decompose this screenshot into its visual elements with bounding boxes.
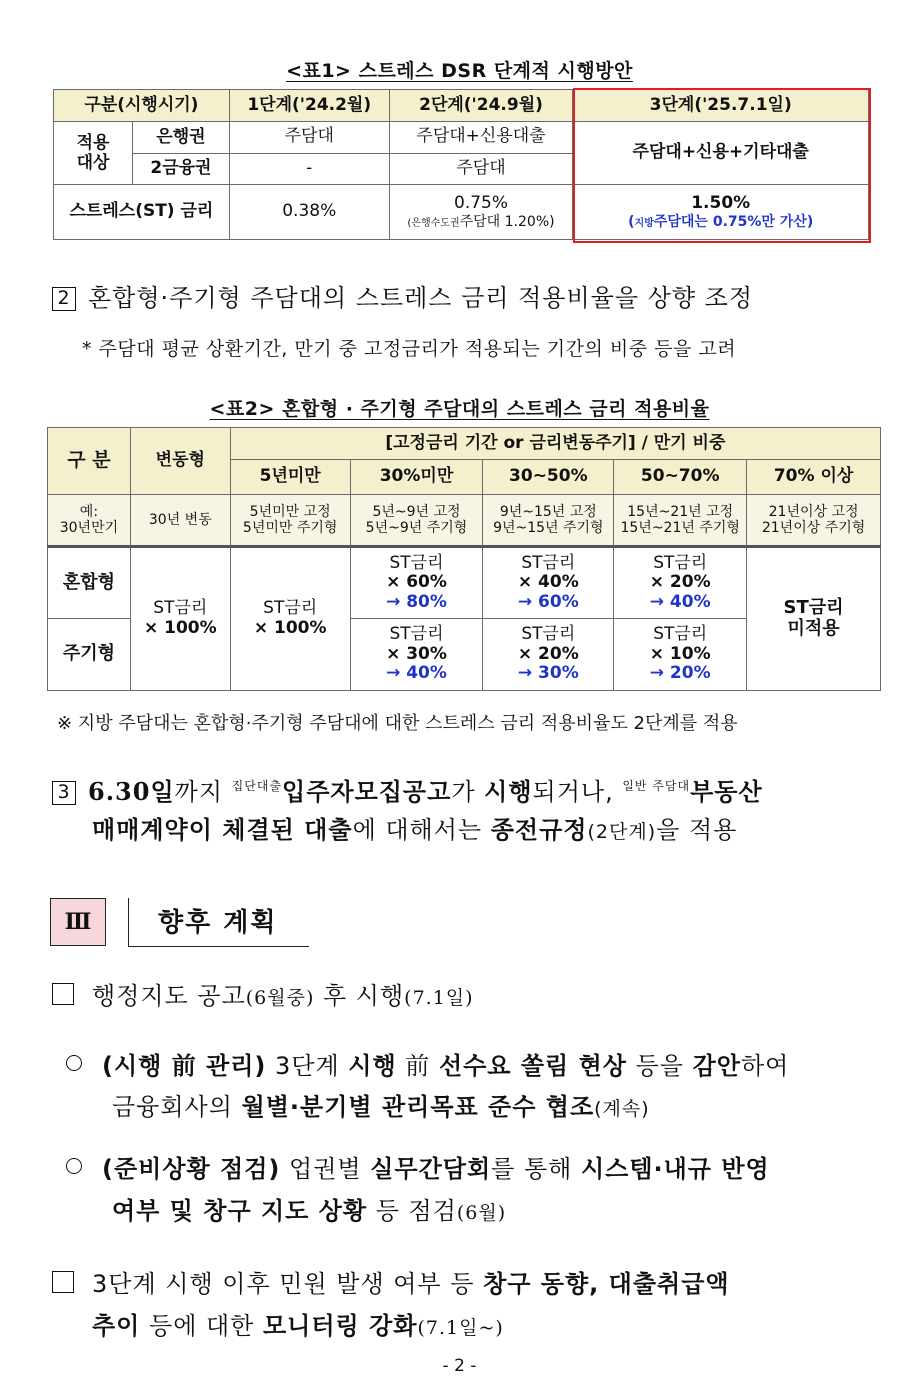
plan-text: (6월) (456, 1202, 507, 1224)
table2-band-2: 30%미만 (350, 460, 483, 495)
plan-text: 업권별 (280, 1155, 371, 1183)
plan-item1-text: 후 시행 (314, 982, 405, 1010)
plan-text-bold: 감안 (692, 1052, 741, 1080)
table2-under5-cell (230, 547, 350, 691)
table2-example-4 (614, 495, 747, 547)
table2-example-label: 예: 30년만기 (48, 495, 131, 547)
example-fixed: 9년~15년 고정 (499, 503, 597, 520)
plan-text: 등 점검 (367, 1197, 457, 1225)
table2-example-variable: 30년 변동 (130, 495, 230, 547)
item3-text: 까지 (174, 778, 232, 806)
plan-text: 3단계 시행 이후 민원 발생 여부 등 (92, 1270, 484, 1298)
table2-mixed-label: 혼합형 (48, 547, 131, 619)
rate-to: → 80% (386, 591, 447, 612)
table1-header-stage2: 2단계('24.9월) (389, 90, 573, 122)
table1-header-gubun: 구분(시행시기) (54, 90, 230, 122)
table1-st-stage3-note-small: 지방 (634, 217, 654, 229)
item2-note: * 주담대 평균 상환기간, 만기 중 고정금리가 적용되는 기간의 비중 등을 고려 (82, 338, 737, 360)
item3-date: 6.30일 (88, 777, 175, 806)
plan-sub2-line1 (66, 1149, 770, 1189)
table1-caption: <표1> 스트레스 DSR 단계적 시행방안 (286, 60, 633, 82)
st-label: ST금리 (389, 624, 444, 645)
table2-band-4: 50~70% (614, 460, 747, 495)
item3-sup-general-loan: 일반 주담대 (622, 779, 691, 793)
plan-sub2-label: (준비상황 점검) (102, 1155, 281, 1183)
st-label: ST금리 (783, 597, 844, 619)
plan-text: 등에 대한 (140, 1312, 263, 1340)
table1-stage3-target: 주담대+신용+기타대출 (573, 122, 869, 185)
st-multiplier: × 100% (253, 618, 327, 638)
plan-text-bold: 실무간담회 (370, 1155, 492, 1183)
st-label: ST금리 (653, 624, 708, 645)
table2-example-3 (483, 495, 614, 547)
table2-periodic-rate-2 (483, 619, 614, 691)
plan-text-bold: 월별·분기별 관리목표 준수 협조 (241, 1093, 595, 1121)
rate-to: → 40% (386, 663, 447, 684)
table2 (47, 427, 881, 691)
table1-st-stage2-note-small: (은행수도권 (407, 217, 460, 229)
table2-header-gubun: 구 분 (48, 428, 131, 495)
example-fixed: 21년이상 고정 (768, 503, 859, 520)
item3-previous-rule: 종전규정 (490, 816, 588, 844)
plan-sub1-line2 (112, 1087, 650, 1129)
example-fixed: 5년미만 고정 (249, 503, 331, 520)
plan-text: (계속) (594, 1098, 650, 1120)
plan-item2-line2 (92, 1306, 504, 1348)
plan-text-bold: 추이 (92, 1312, 141, 1340)
checkbox-square-icon (52, 1271, 74, 1293)
st-label: ST금리 (153, 598, 208, 619)
table2-band-1: 5년미만 (230, 460, 350, 495)
plan-text: 등을 (626, 1052, 693, 1080)
table1-second-stage1: - (229, 153, 389, 185)
item3-text: 되거나, (532, 778, 623, 806)
item3-contract: 매매계약이 체결된 대출 (92, 816, 353, 844)
plan-item1 (52, 976, 474, 1018)
table1-st-stage3-note: 주담대는 0.75%만 가산 (653, 213, 807, 230)
example-fixed: 15년~21년 고정 (627, 503, 734, 520)
item3-text: 가 (451, 778, 485, 806)
plan-text-bold: 선수요 쏠림 현상 (438, 1052, 627, 1080)
item3-text: 을 적용 (656, 816, 738, 844)
table2-periodic-rate-3 (614, 619, 747, 691)
page-number: - 2 - (442, 1356, 477, 1376)
table1-st-stage2-main: 0.75% (454, 193, 509, 214)
plan-text: 금융회사의 (112, 1093, 242, 1121)
plan-text-bold: 창구 동향, 대출취급액 (483, 1270, 730, 1298)
table2-mixed-rate-2 (483, 547, 614, 619)
table2-footnote: ※ 지방 주담대는 혼합형·주기형 주담대에 대한 스트레스 금리 적용비율도 2단계를 적용 (57, 713, 738, 734)
table2-example-1 (230, 495, 350, 547)
st-multiplier: × 100% (143, 618, 217, 638)
plan-text-bold: 모니터링 강화 (263, 1312, 418, 1340)
circle-bullet-icon (66, 1158, 82, 1174)
not-applied-label: 미적용 (787, 618, 840, 639)
item3-line2 (92, 810, 737, 852)
plan-text: 3단계 (266, 1052, 349, 1080)
plan-text-bold: 시행 (348, 1052, 397, 1080)
plan-item1-date: (6월중) (245, 987, 315, 1009)
example-periodic: 21년이상 주기형 (761, 520, 866, 536)
table2-mixed-rate-3 (614, 547, 747, 619)
table1 (53, 89, 869, 240)
table2-header-variable: 변동형 (130, 428, 230, 495)
table2-periodic-rate-1 (350, 619, 483, 691)
plan-text: 를 통해 (491, 1155, 581, 1183)
plan-text: 前 (396, 1052, 439, 1080)
item2-number: 2 (52, 287, 76, 311)
plan-item2-line1 (52, 1264, 730, 1304)
table2-header-group: [고정금리 기간 or 금리변동주기] / 만기 비중 (230, 428, 880, 460)
table1-st-stage3-main: 1.50% (691, 193, 751, 214)
st-label: ST금리 (263, 598, 318, 619)
item2-title: 혼합형·주기형 주담대의 스트레스 금리 적용비율을 상향 조정 (88, 284, 754, 312)
rate-to: → 20% (649, 663, 711, 684)
plan-text: 하여 (740, 1052, 790, 1080)
rate-to: → 60% (517, 591, 579, 612)
table2-variable-cell (130, 547, 230, 691)
plan-sub2-line2 (112, 1191, 506, 1233)
table1-second-stage2: 주담대 (389, 153, 573, 185)
checkbox-square-icon (52, 983, 74, 1005)
table1-target-cell (54, 122, 230, 185)
table2-example-5 (747, 495, 881, 547)
rate-to: → 40% (649, 591, 711, 612)
plan-text: (7.1일~) (417, 1317, 504, 1339)
rate-from: × 20% (517, 643, 579, 664)
example-fixed: 5년~9년 고정 (372, 503, 461, 520)
section3-title: 향후 계획 (158, 908, 278, 938)
rate-from: × 30% (386, 643, 447, 664)
section3-numeral: Ⅲ (50, 898, 106, 946)
item3-sup-group-loan: 집단대출 (231, 779, 283, 793)
item3-line1 (52, 766, 882, 812)
table2-caption: <표2> 혼합형 · 주기형 주담대의 스트레스 금리 적용비율 (209, 398, 710, 420)
example-periodic: 9년~15년 주기형 (493, 520, 604, 536)
item2-line (52, 278, 753, 318)
table1-target-label: 적용 대상 (54, 122, 133, 184)
rate-from: × 60% (386, 572, 447, 593)
item3-stage2: (2단계) (587, 821, 657, 843)
item3-number: 3 (52, 781, 76, 805)
rate-to: → 30% (517, 663, 579, 684)
plan-item1-date: (7.1일) (404, 987, 474, 1009)
st-label: ST금리 (521, 624, 576, 645)
rate-from: × 20% (649, 572, 711, 593)
item3-real-estate: 부동산 (690, 778, 763, 806)
st-label: ST금리 (653, 552, 708, 573)
table1-header-stage3: 3단계('25.7.1일) (573, 90, 869, 122)
plan-sub1-label: (시행 前 관리) (102, 1052, 267, 1080)
example-periodic: 5년미만 주기형 (242, 520, 338, 536)
st-label: ST금리 (389, 552, 444, 573)
table2-periodic-label: 주기형 (48, 619, 131, 691)
item3-text: 에 대해서는 (352, 816, 491, 844)
table1-st-stage2 (389, 185, 573, 240)
plan-sub1-line1 (66, 1046, 789, 1086)
plan-item1-text: 행정지도 공고 (92, 982, 246, 1010)
rate-from: × 10% (649, 643, 711, 664)
table1-bank-stage1: 주담대 (229, 122, 389, 154)
table1-bank-stage2: 주담대+신용대출 (389, 122, 573, 154)
table1-header-stage1: 1단계('24.2월) (229, 90, 389, 122)
item3-announcement: 입주자모집공고 (282, 778, 452, 806)
plan-text-bold: 시스템·내규 반영 (580, 1155, 770, 1183)
table1-st-stage2-note: 주담대 1.20%) (459, 213, 555, 230)
table2-example-2 (350, 495, 483, 547)
rate-from: × 40% (517, 572, 579, 593)
item3-enforced: 시행 (484, 778, 533, 806)
table1-st-stage1: 0.38% (229, 185, 389, 240)
example-periodic: 5년~9년 주기형 (365, 520, 468, 536)
plan-text-bold: 여부 및 창구 지도 상황 (112, 1197, 368, 1225)
table1-bank-label: 은행권 (133, 122, 229, 154)
example-periodic: 15년~21년 주기형 (620, 520, 740, 536)
table2-band-5: 70% 이상 (747, 460, 881, 495)
table1-second-label: 2금융권 (150, 158, 212, 179)
table2-over70-cell (747, 547, 881, 691)
table1-st-label: 스트레스(ST) 금리 (54, 185, 230, 240)
table1-st-stage3: 1.50% (지방주담대는 0.75%만 가산) (573, 185, 869, 240)
circle-bullet-icon (66, 1055, 82, 1071)
table2-mixed-rate-1 (350, 547, 483, 619)
st-label: ST금리 (521, 552, 576, 573)
table2-band-3: 30~50% (483, 460, 614, 495)
